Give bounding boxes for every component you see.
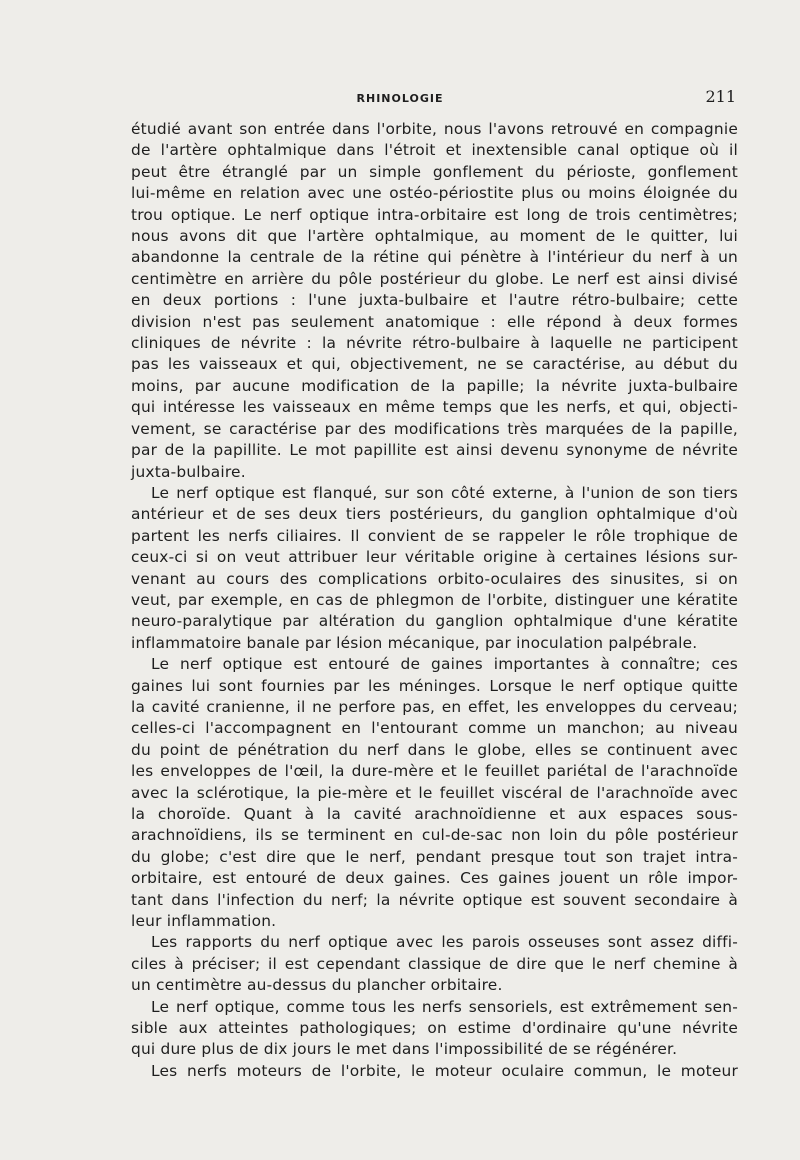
- text-line: du globe; c'est dire que le nerf, pendant presque tout son trajet intra-: [131, 847, 738, 866]
- text-line: la cavité cranienne, il ne perfore pas, en effet, les enveloppes du cerveau;: [131, 697, 738, 716]
- text-line: sible aux atteintes pathologiques; on estime d'ordinaire qu'une névrite: [131, 1019, 738, 1038]
- running-header-title: RHINOLOGIE: [356, 92, 444, 105]
- text-line: gaines lui sont fournies par les méninges. Lorsque le nerf optique quitte: [131, 676, 738, 695]
- text-line: les enveloppes de l'œil, la dure-mère et le feuillet pariétal de l'arachnoïde: [131, 762, 738, 781]
- paragraph: [131, 997, 738, 1061]
- text-line: lui-même en relation avec une ostéo-périostite plus ou moins éloignée du: [131, 184, 738, 203]
- text-line: Les nerfs moteurs de l'orbite, le moteur oculaire commun, le moteur: [151, 1061, 738, 1080]
- text-line: qui dure plus de dix jours le met dans l'impossibilité de se régénérer.: [131, 1040, 678, 1059]
- text-line: juxta-bulbaire.: [131, 462, 246, 481]
- text-line: abandonne la centrale de la rétine qui pénètre à l'intérieur du nerf à un: [131, 248, 738, 267]
- text-line: peut être étranglé par un simple gonflement du périoste, gonflement: [131, 162, 738, 181]
- paragraph: [131, 1061, 738, 1082]
- text-line: orbitaire, est entouré de deux gaines. Ces gaines jouent un rôle impor-: [131, 869, 738, 888]
- text-line: par de la papillite. Le mot papillite est ainsi devenu synonyme de névrite: [131, 441, 738, 460]
- text-line: inflammatoire banale par lésion mécanique, par inoculation palpébrale.: [131, 633, 698, 652]
- text-line: cliniques de névrite : la névrite rétro-bulbaire à laquelle ne participent: [131, 334, 738, 353]
- text-line: neuro-paralytique par altération du ganglion ophtalmique d'une kératite: [131, 612, 738, 631]
- page-number: 211: [705, 87, 736, 106]
- paragraph: [131, 932, 738, 996]
- text-line: centimètre en arrière du pôle postérieur du globe. Le nerf est ainsi divisé: [131, 269, 738, 288]
- text-line: Le nerf optique, comme tous les nerfs sensoriels, est extrêmement sen-: [151, 997, 738, 1016]
- paragraph: [131, 119, 738, 483]
- text-line: arachnoïdiens, ils se terminent en cul-de-sac non loin du pôle postérieur: [131, 826, 738, 845]
- text-line: division n'est pas seulement anatomique : elle répond à deux formes: [131, 312, 738, 331]
- text-line: de l'artère ophtalmique dans l'étroit et inextensible canal optique où il: [131, 141, 738, 160]
- text-line: Les rapports du nerf optique avec les parois osseuses sont assez diffi-: [151, 933, 738, 952]
- body-text: [131, 119, 738, 1082]
- text-line: en deux portions : l'une juxta-bulbaire et l'autre rétro-bulbaire; cette: [131, 291, 738, 310]
- text-line: partent les nerfs ciliaires. Il convient de se rappeler le rôle trophique de: [131, 526, 738, 545]
- text-line: étudié avant son entrée dans l'orbite, nous l'avons retrouvé en compagnie: [131, 120, 738, 138]
- text-line: du point de pénétration du nerf dans le globe, elles se continuent avec: [131, 740, 738, 759]
- text-line: la choroïde. Quant à la cavité arachnoïdienne et aux espaces sous-: [131, 805, 738, 823]
- paragraph: [131, 654, 738, 932]
- text-line: ciles à préciser; il est cependant classique de dire que le nerf chemine à: [131, 954, 738, 973]
- text-line: venant au cours des complications orbito-oculaires des sinusites, si on: [131, 569, 738, 588]
- text-line: vement, se caractérise par des modifications très marquées de la papille,: [131, 419, 738, 438]
- paragraph: [131, 483, 738, 654]
- text-line: antérieur et de ses deux tiers postérieurs, du ganglion ophtalmique d'où: [131, 505, 738, 524]
- text-line: moins, par aucune modification de la papille; la névrite juxta-bulbaire: [131, 376, 738, 395]
- text-line: trou optique. Le nerf optique intra-orbitaire est long de trois centimètres;: [131, 205, 738, 224]
- text-line: celles-ci l'accompagnent en l'entourant comme un manchon; au niveau: [131, 719, 738, 738]
- text-line: Le nerf optique est flanqué, sur son côté externe, à l'union de son tiers: [151, 483, 738, 502]
- text-line: tant dans l'infection du nerf; la névrite optique est souvent secondaire à: [131, 890, 738, 909]
- text-line: qui intéresse les vaisseaux en même temps que les nerfs, et qui, objecti-: [131, 398, 738, 417]
- text-line: veut, par exemple, en cas de phlegmon de l'orbite, distinguer une kératite: [131, 590, 738, 609]
- text-line: nous avons dit que l'artère ophtalmique, au moment de le quitter, lui: [131, 227, 738, 246]
- text-line: avec la sclérotique, la pie-mère et le feuillet viscéral de l'arachnoïde avec: [131, 783, 738, 802]
- text-line: ceux-ci si on veut attribuer leur véritable origine à certaines lésions sur-: [131, 548, 738, 567]
- text-line: Le nerf optique est entouré de gaines importantes à connaître; ces: [151, 655, 738, 674]
- text-line: un centimètre au-dessus du plancher orbitaire.: [131, 976, 503, 995]
- text-line: leur inflammation.: [131, 912, 277, 931]
- text-line: pas les vaisseaux et qui, objectivement, ne se caractérise, au début du: [131, 355, 738, 374]
